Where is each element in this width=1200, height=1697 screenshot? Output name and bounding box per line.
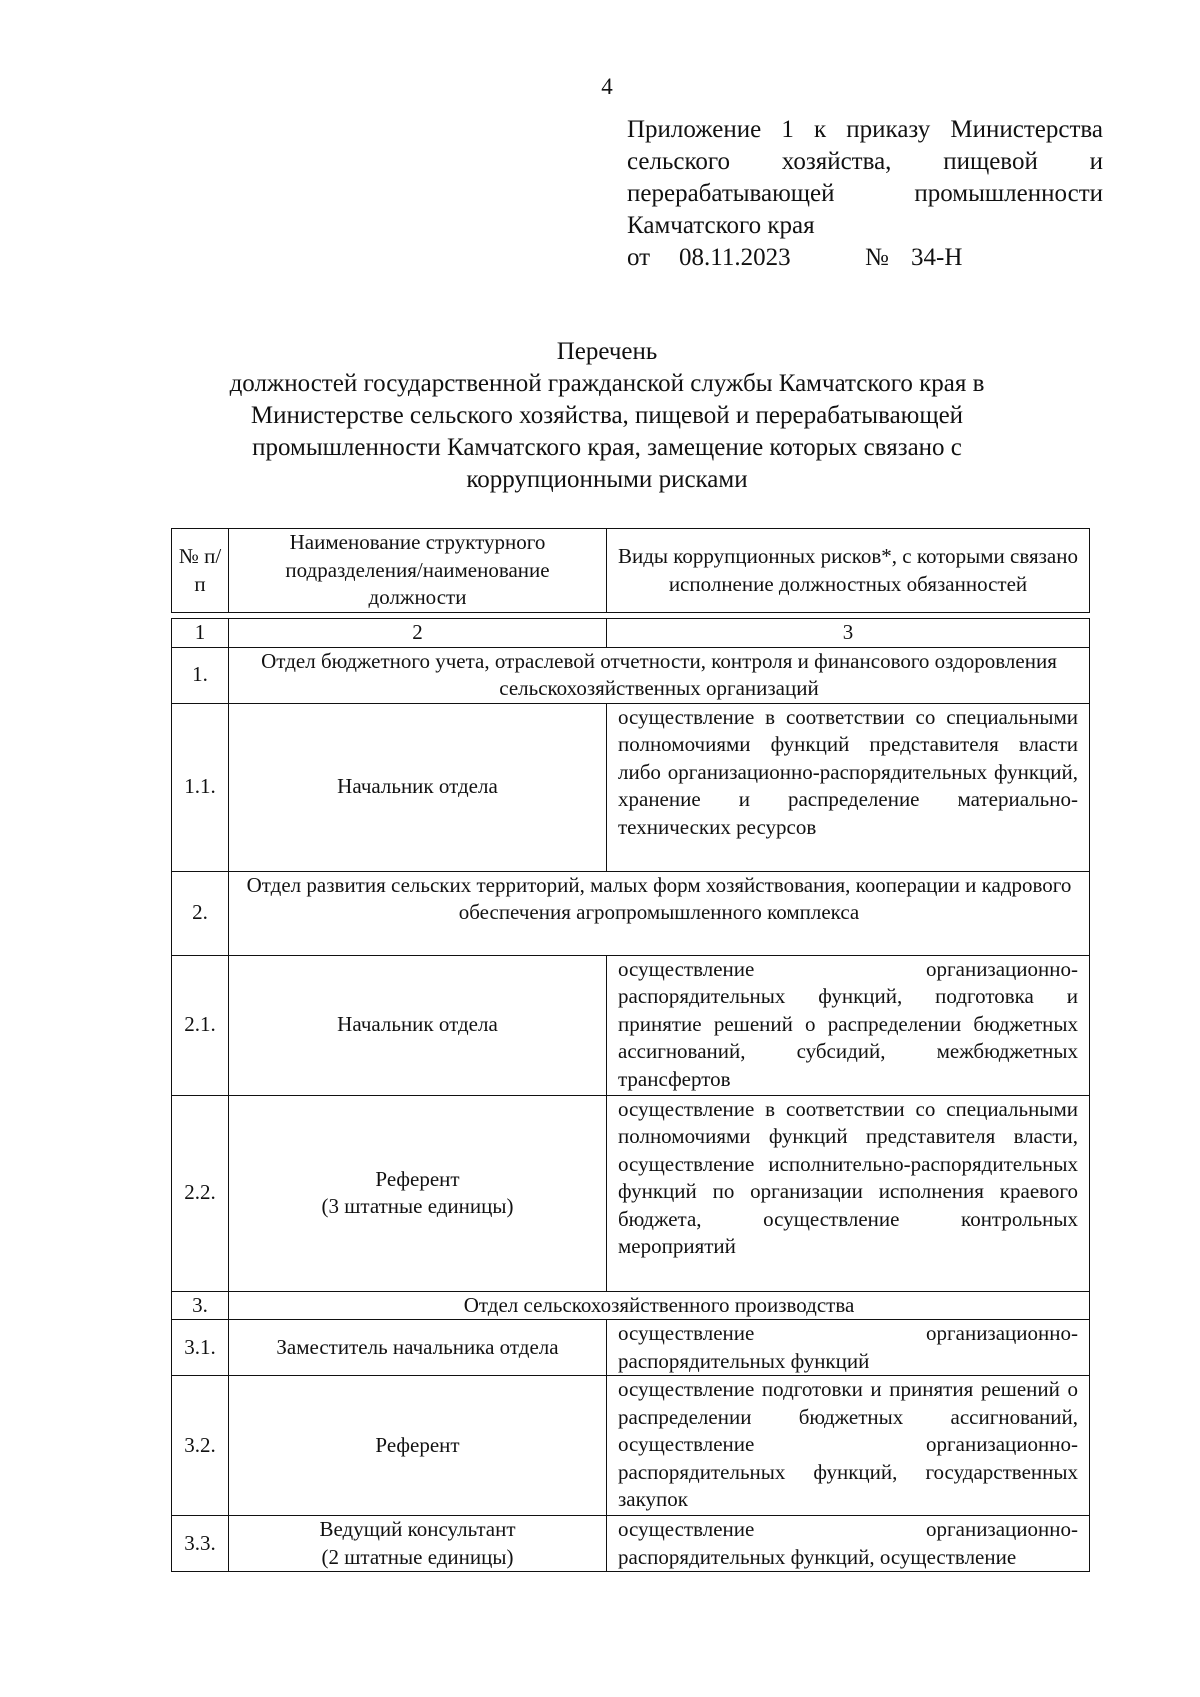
row-risk: осуществление организационно-распорядительных функций: [607, 1320, 1090, 1376]
row-num: 2.2.: [172, 1095, 229, 1291]
section-num: 3.: [172, 1291, 229, 1320]
table-row: [172, 1516, 1090, 1572]
section-name: Отдел бюджетного учета, отраслевой отчетности, контроля и финансового оздоровления сельскохозяйственных организаций: [229, 647, 1090, 703]
appendix-line: сельского хозяйства, пищевой и: [627, 148, 1103, 175]
document-title: [120, 336, 1094, 496]
section-num: 1.: [172, 647, 229, 703]
row-risk: осуществление в соответствии со специальными полномочиями функций представителя власти, осуществление исполнительно-распорядительных функций по организации исполнения краевого бюджета, осуществление контрольных мероприятий: [607, 1095, 1090, 1291]
section-name: Отдел развития сельских территорий, малых форм хозяйствования, кооперации и кадрового обеспечения агропромышленного комплекса: [229, 871, 1090, 955]
appendix-block: [627, 114, 1103, 274]
row-position: Начальник отдела: [229, 703, 607, 871]
column-number-row: [172, 619, 1090, 648]
row-position: Заместитель начальника отдела: [229, 1320, 607, 1376]
col-number: 3: [607, 619, 1090, 648]
section-row: [172, 1291, 1090, 1320]
col-number: 2: [229, 619, 607, 648]
section-num: 2.: [172, 871, 229, 955]
table-row: [172, 1320, 1090, 1376]
row-risk: осуществление организационно-распорядительных функций, осуществление: [607, 1516, 1090, 1572]
section-row: [172, 871, 1090, 955]
page-number: 4: [601, 74, 613, 99]
header-position: Наименование структурного подразделения/наименование должности: [229, 529, 607, 613]
row-num: 1.1.: [172, 703, 229, 871]
appendix-line: Приложение 1 к приказу Министерства: [627, 116, 1103, 143]
position-note: (3 штатные единицы): [321, 1194, 514, 1218]
row-num: 3.2.: [172, 1376, 229, 1516]
date-prefix: от: [627, 244, 651, 271]
title-line: Министерстве сельского хозяйства, пищевой и перерабатывающей: [250, 402, 964, 429]
row-num: 3.1.: [172, 1320, 229, 1376]
header-num: № п/п: [172, 529, 229, 613]
row-risk: осуществление подготовки и принятия решений о распределении бюджетных ассигнований, осуществление организационно-распорядительных функций, государственных закупок: [607, 1376, 1090, 1516]
row-position: [229, 1095, 607, 1291]
positions-table: [171, 528, 1090, 1572]
order-date-line: [627, 242, 1103, 274]
row-position: Референт: [229, 1376, 607, 1516]
row-risk: осуществление организационно-распорядительных функций, подготовка и принятие решений о распределении бюджетных ассигнований, субсидий, межбюджетных трансфертов: [607, 955, 1090, 1095]
col-number: 1: [172, 619, 229, 648]
order-date: 08.11.2023: [679, 244, 791, 271]
table-header-row: [172, 529, 1090, 613]
position-note: (2 штатные единицы): [321, 1544, 514, 1569]
appendix-line: перерабатывающей промышленности: [627, 180, 1103, 207]
row-risk: осуществление в соответствии со специальными полномочиями функций представителя власти либо организационно-распорядительных функций, хранение и распределение материально-технических ресурсов: [607, 703, 1090, 871]
number-prefix: №: [865, 244, 889, 271]
row-num: 2.1.: [172, 955, 229, 1095]
header-risks: Виды коррупционных рисков*, с которыми связано исполнение должностных обязанностей: [607, 529, 1090, 613]
position-title: Референт: [375, 1166, 460, 1191]
title-line: коррупционными рисками: [466, 466, 748, 493]
table-row: [172, 703, 1090, 871]
table-row: [172, 1095, 1090, 1291]
table-row: [172, 1376, 1090, 1516]
title-heading: Перечень: [556, 338, 658, 365]
row-position: Начальник отдела: [229, 955, 607, 1095]
title-line: промышленности Камчатского края, замещение которых связано с: [252, 434, 962, 461]
appendix-line: Камчатского края: [627, 212, 815, 239]
row-position: [229, 1516, 607, 1572]
row-num: 3.3.: [172, 1516, 229, 1572]
position-title: Ведущий консультант: [319, 1517, 516, 1541]
title-line: должностей государственной гражданской службы Камчатского края в: [229, 370, 985, 397]
section-name: Отдел сельскохозяйственного производства: [229, 1291, 1090, 1320]
table-row: [172, 955, 1090, 1095]
section-row: [172, 647, 1090, 703]
order-number: 34-Н: [911, 244, 963, 271]
